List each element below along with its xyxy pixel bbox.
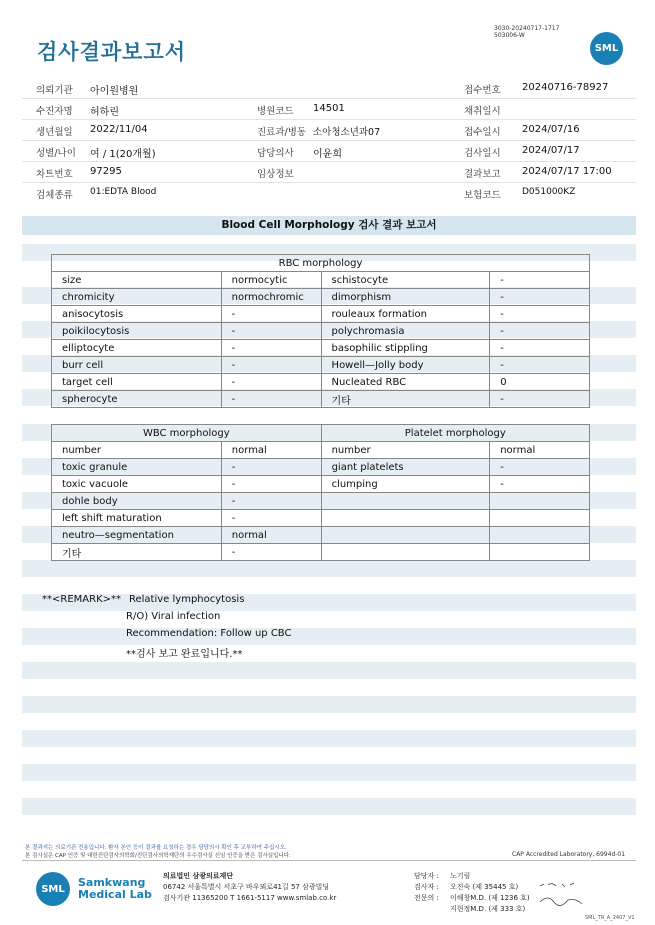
table-cell: 0: [490, 374, 590, 391]
footer-notice: 본 결과지는 의료기관 전용입니다. 환자 본인 등이 결과를 요청하는 경우 담당의사 확인 후 교부하여 주십시오.: [25, 845, 287, 851]
org-name: 의료법인 삼광의료재단: [163, 872, 234, 880]
table-row: [52, 374, 590, 391]
info-row-3: [22, 120, 636, 141]
remark-line: Recommendation: Follow up CBC: [126, 628, 292, 639]
table-cell: -: [221, 493, 321, 510]
test-date-label: 검사일시: [464, 148, 501, 159]
brand-line2: Medical Lab: [78, 888, 152, 901]
table-cell: -: [221, 306, 321, 323]
table-cell: left shift maturation: [52, 510, 222, 527]
stripe: [22, 730, 636, 747]
section-title: Blood Cell Morphology 검사 결과 보고서: [221, 219, 437, 231]
sml-logo: [590, 32, 623, 65]
sml-footer-logo: [36, 872, 70, 906]
receipt-date-label: 접수일시: [464, 127, 501, 138]
stripe: [22, 662, 636, 679]
table-row: [52, 306, 590, 323]
platelet-table-title: Platelet morphology: [321, 425, 589, 442]
table-cell: target cell: [52, 374, 222, 391]
table-row: [52, 442, 590, 459]
lab-address-block: [163, 871, 336, 904]
table-cell: Nucleated RBC: [321, 374, 490, 391]
clinical-info-label: 임상정보: [257, 169, 294, 180]
table-cell: basophilic stippling: [321, 340, 490, 357]
table-cell: -: [490, 340, 590, 357]
rbc-morphology-table: [51, 254, 590, 408]
dept-label: 진료과/병동: [257, 127, 307, 138]
insurance-code-value: D051000KZ: [522, 187, 576, 197]
table-row: [52, 510, 590, 527]
table-cell: normal: [490, 442, 590, 459]
table-cell: chromicity: [52, 289, 222, 306]
stripe: [22, 764, 636, 781]
report-title: 검사결과보고서: [37, 40, 187, 64]
rbc-table-title: RBC morphology: [52, 255, 590, 272]
table-row: [52, 357, 590, 374]
table-cell: [490, 510, 590, 527]
staff-name: 지현정M.D. (제 333 호): [450, 905, 526, 913]
wbc-platelet-morphology-table: [51, 424, 590, 561]
address: 06742 서울특별시 서초구 바우뫼로41길 57 삼광빌딩: [163, 883, 330, 891]
table-cell: neutro—segmentation: [52, 527, 222, 544]
section-banner: [22, 216, 636, 235]
table-cell: toxic vacuole: [52, 476, 222, 493]
table-cell: [490, 527, 590, 544]
specimen-value: 01:EDTA Blood: [90, 187, 157, 197]
table-row: [52, 459, 590, 476]
info-row-4: [22, 141, 636, 162]
hospital-code-value: 14501: [313, 103, 345, 114]
table-cell: -: [490, 306, 590, 323]
form-code: SML_TR_A_2407_V1: [585, 915, 635, 921]
table-cell: -: [221, 323, 321, 340]
table-cell: -: [490, 272, 590, 289]
insurance-code-label: 보험코드: [464, 190, 501, 201]
table-cell: -: [490, 476, 590, 493]
sex-age-value: 여 / 1(20개월): [90, 149, 156, 160]
table-cell: [321, 493, 490, 510]
table-cell: poikilocytosis: [52, 323, 222, 340]
table-cell: -: [490, 323, 590, 340]
table-cell: [490, 544, 590, 561]
table-cell: normochromic: [221, 289, 321, 306]
hospital-code-label: 병원코드: [257, 106, 294, 117]
table-cell: -: [221, 510, 321, 527]
table-cell: polychromasia: [321, 323, 490, 340]
table-cell: normal: [221, 442, 321, 459]
patient-name-value: 허하린: [90, 107, 119, 118]
table-cell: giant platelets: [321, 459, 490, 476]
remark-label: **<REMARK>**: [42, 594, 121, 605]
sex-age-label: 성별/나이: [36, 148, 76, 159]
table-cell: -: [221, 340, 321, 357]
table-cell: schistocyte: [321, 272, 490, 289]
table-row: [52, 544, 590, 561]
table-cell: dimorphism: [321, 289, 490, 306]
footer-divider: [22, 860, 636, 861]
table-cell: elliptocyte: [52, 340, 222, 357]
stripe: [22, 798, 636, 815]
table-row: [52, 527, 590, 544]
report-date-value: 2024/07/17 17:00: [522, 166, 612, 177]
document-code-line1: 3030-20240717-1717: [494, 25, 560, 32]
info-row-5: [22, 162, 636, 183]
staff-name: 오진숙 (제 35445 호): [450, 883, 519, 891]
document-code-line2: 503006-W: [494, 32, 525, 39]
remark-line: R/O) Viral infection: [126, 611, 221, 622]
info-row-2: [22, 99, 636, 120]
table-cell: -: [490, 391, 590, 408]
table-row: [52, 476, 590, 493]
table-cell: spherocyte: [52, 391, 222, 408]
table-cell: -: [221, 459, 321, 476]
table-cell: number: [52, 442, 222, 459]
cap-accreditation: CAP Accredited Laboratory, 6994d-01: [512, 851, 626, 858]
table-cell: 기타: [321, 391, 490, 408]
staff-name: 이해창M.D. (제 1236 호): [450, 894, 530, 902]
sml-logo-text: SML: [594, 43, 619, 54]
requesting-org-label: 의뢰기관: [36, 85, 73, 96]
table-cell: -: [490, 459, 590, 476]
table-cell: number: [321, 442, 490, 459]
receipt-date-value: 2024/07/16: [522, 124, 580, 135]
table-cell: -: [490, 357, 590, 374]
table-cell: Howell—Jolly body: [321, 357, 490, 374]
table-cell: [490, 493, 590, 510]
staff-label: 담당자 :: [414, 872, 439, 880]
table-cell: normal: [221, 527, 321, 544]
test-date-value: 2024/07/17: [522, 145, 580, 156]
table-cell: -: [221, 544, 321, 561]
table-cell: -: [221, 476, 321, 493]
table-cell: [321, 544, 490, 561]
table-cell: -: [221, 357, 321, 374]
birth-value: 2022/11/04: [90, 124, 148, 135]
table-row: [52, 272, 590, 289]
document-code: [494, 25, 559, 39]
remark-line: Relative lymphocytosis: [129, 594, 245, 605]
table-cell: -: [221, 374, 321, 391]
staff-label: 전문의 :: [414, 894, 439, 902]
footer-notice: 본 검사실은 CAP 인증 및 대한진단검사의학회/진단검사의학재단의 우수검사실 신임 인증을 받은 검사실입니다.: [25, 853, 291, 859]
receipt-no-label: 접수번호: [464, 85, 501, 96]
stripe: [22, 628, 636, 645]
table-cell: anisocytosis: [52, 306, 222, 323]
table-row: [52, 340, 590, 357]
signature: [538, 880, 588, 910]
table-row: [52, 289, 590, 306]
remark-line: **검사 보고 완료입니다.**: [126, 649, 243, 660]
doctor-label: 담당의사: [257, 148, 294, 159]
info-row-1: [22, 78, 636, 99]
info-row-6: [22, 183, 636, 204]
table-cell: 기타: [52, 544, 222, 561]
table-cell: rouleaux formation: [321, 306, 490, 323]
specimen-label: 검체종류: [36, 190, 73, 201]
brand-name: [78, 877, 152, 901]
collection-date-label: 채취일시: [464, 106, 501, 117]
requesting-org-value: 아이원병원: [90, 86, 139, 97]
chart-no-value: 97295: [90, 166, 122, 177]
dept-value: 소아청소년과07: [313, 127, 381, 138]
table-cell: normocytic: [221, 272, 321, 289]
table-row: [52, 391, 590, 408]
brand-line1: Samkwang: [78, 876, 146, 889]
table-cell: size: [52, 272, 222, 289]
contact: 검사기관 11365200 T 1661-5117 www.smlab.co.kr: [163, 894, 337, 902]
table-cell: [321, 527, 490, 544]
table-row: [52, 323, 590, 340]
table-cell: burr cell: [52, 357, 222, 374]
patient-name-label: 수진자명: [36, 106, 73, 117]
table-cell: toxic granule: [52, 459, 222, 476]
table-row: [52, 493, 590, 510]
table-cell: [321, 510, 490, 527]
stripe: [22, 560, 636, 577]
receipt-no-value: 20240716-78927: [522, 82, 609, 93]
chart-no-label: 차트번호: [36, 169, 73, 180]
doctor-value: 이윤희: [313, 149, 342, 160]
staff-name: 노기림: [450, 872, 471, 880]
birth-label: 생년월일: [36, 127, 73, 138]
sml-footer-logo-text: SML: [41, 883, 65, 895]
table-cell: -: [490, 289, 590, 306]
staff-label: 검사자 :: [414, 883, 439, 891]
stripe: [22, 696, 636, 713]
report-date-label: 결과보고: [464, 169, 501, 180]
table-cell: clumping: [321, 476, 490, 493]
wbc-table-title: WBC morphology: [52, 425, 322, 442]
table-cell: dohle body: [52, 493, 222, 510]
table-cell: -: [221, 391, 321, 408]
